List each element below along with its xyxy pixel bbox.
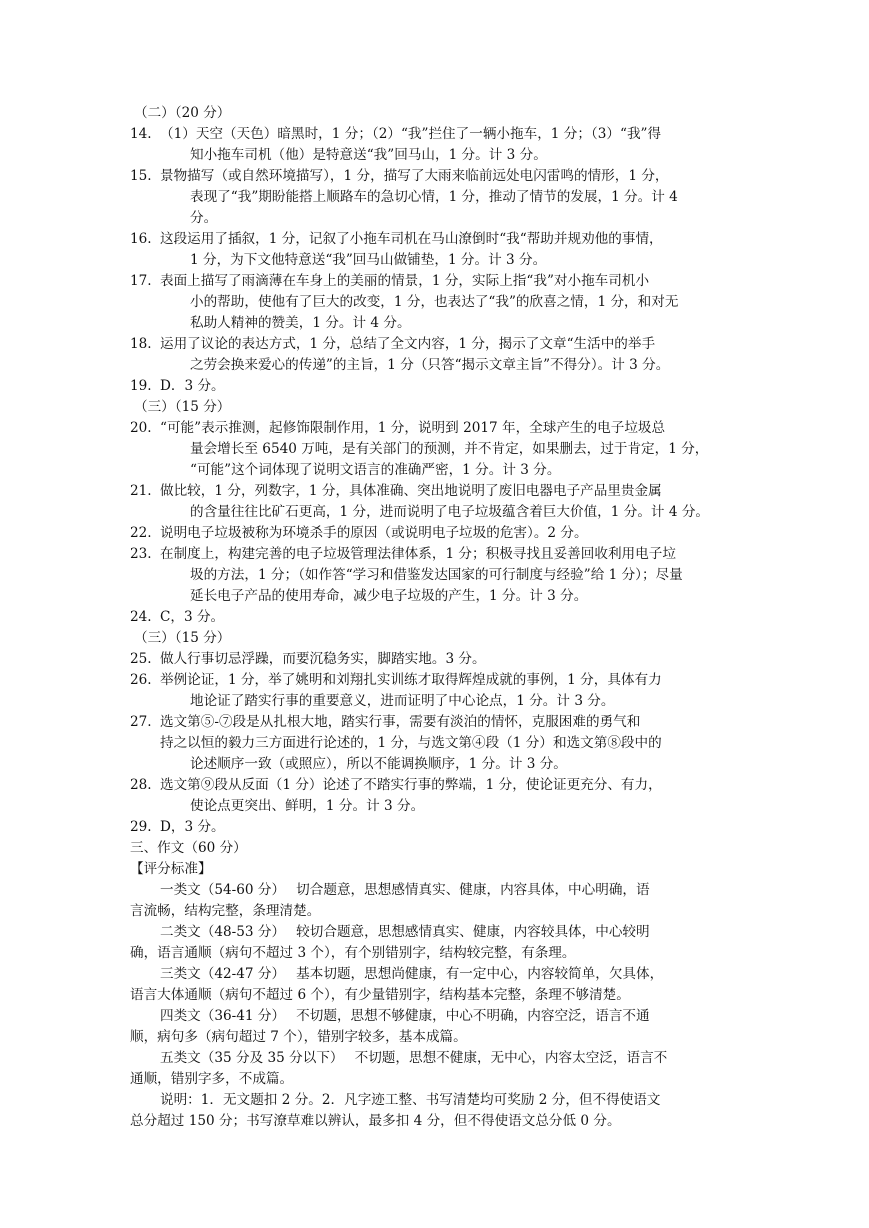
item-number: 24. — [130, 609, 152, 625]
item-text-line: 景物描写（或自然环境描写），1 分，描写了大雨来临前远处电闪雷鸣的情形，1 分， — [160, 168, 669, 184]
answer-item-19 — [130, 376, 730, 397]
grade-band-3 — [130, 964, 730, 1006]
item-number: 20. — [130, 420, 152, 436]
grade-band-line: 通顺，错别字多，不成篇。 — [130, 1071, 294, 1087]
item-text-line: 做人行事切忌浮躁，而要沉稳务实，脚踏实地。3 分。 — [160, 651, 486, 667]
answer-item-23 — [130, 544, 730, 607]
answer-item-16 — [130, 229, 730, 271]
answer-item-17 — [130, 271, 730, 334]
answer-item-29 — [130, 817, 730, 838]
answer-item-22 — [130, 523, 730, 544]
item-text-line: 持之以恒的毅力三方面进行论述的，1 分，与选文第④段（1 分）和选文第⑧段中的 — [160, 735, 662, 751]
answer-item-25 — [130, 649, 730, 670]
grade-band-line: 五类文（35 分及 35 分以下） 不切题，思想不健康，无中心，内容太空泛，语言不 — [160, 1050, 668, 1066]
item-text-line: 小的帮助，使他有了巨大的改变，1 分，也表达了“我”的欣喜之情，1 分，和对无 — [190, 294, 679, 310]
item-text-line: C，3 分。 — [160, 609, 225, 625]
criteria-heading: 【评分标准】 — [130, 861, 212, 877]
answer-item-28 — [130, 775, 730, 817]
item-number: 16. — [130, 231, 152, 247]
item-text-line: 这段运用了插叙，1 分，记叙了小拖车司机在马山潦倒时“我“帮助并规劝他的事情， — [160, 231, 663, 247]
item-text-line: 的含量往往比矿石更高，1 分，进而说明了电子垃圾蕴含着巨大价值，1 分。计 4 分。 — [190, 504, 710, 520]
item-text-line: （1）天空（天色）暗黑时，1 分；（2）“我”拦住了一辆小拖车，1 分；（3）“我”得 — [160, 126, 662, 142]
item-number: 25. — [130, 651, 152, 667]
item-text-line: 选文第⑨段从反面（1 分）论述了不踏实行事的弊端，1 分，使论证更充分、有力， — [160, 777, 662, 793]
item-text-line: 之劳会换来爱心的传递”的主旨，1 分（只答“揭示文章主旨”不得分）。计 3 分。 — [190, 357, 670, 373]
grade-band-line: 顺，病句多（病句超过 7 个），错别字较多，基本成篇。 — [130, 1029, 467, 1045]
grade-band-line: 二类文（48-53 分） 较切合题意，思想感情真实、健康，内容较具体，中心较明 — [160, 924, 650, 940]
answer-item-27 — [130, 712, 730, 775]
section-heading-3a: （三）（15 分） — [134, 399, 231, 415]
note-line: 总分超过 150 分；书写潦草难以辨认，最多扣 4 分，但不得使语文总分低 0 分。 — [130, 1113, 621, 1129]
grade-band-line: 言流畅，结构完整，条理清楚。 — [130, 903, 321, 919]
item-text-line: 选文第⑤-⑦段是从扎根大地，踏实行事，需要有淡泊的情怀，克服困难的勇气和 — [160, 714, 641, 730]
item-text-line: 说明电子垃圾被称为环境杀手的原因（或说明电子垃圾的危害）。2 分。 — [160, 525, 588, 541]
item-text-line: 在制度上，构建完善的电子垃圾管理法律体系，1 分；积极寻找且妥善回收利用电子垃 — [160, 546, 676, 562]
item-number: 26. — [130, 672, 152, 688]
item-text-line: 地论证了踏实行事的重要意义，进而证明了中心论点，1 分。计 3 分。 — [190, 693, 615, 709]
answer-item-24 — [130, 607, 730, 628]
grade-band-4 — [130, 1006, 730, 1048]
grading-note — [130, 1090, 730, 1132]
item-number: 21. — [130, 483, 152, 499]
answer-item-15 — [130, 166, 730, 229]
grade-band-line: 三类文（42-47 分） 基本切题，思想尚健康，有一定中心，内容较简单，欠具体， — [160, 966, 664, 982]
grade-band-line: 四类文（36-41 分） 不切题，思想不够健康，中心不明确，内容空泛，语言不通 — [160, 1008, 650, 1024]
item-number: 27. — [130, 714, 152, 730]
item-text-line: 表现了“我”期盼能搭上顺路车的急切心情，1 分，推动了情节的发展，1 分。计 4 — [190, 189, 678, 205]
section-heading-3b: （三）（15 分） — [134, 630, 231, 646]
item-text-line: 1 分，为下文他特意送“我”回马山做铺垫，1 分。计 3 分。 — [190, 252, 547, 268]
item-text-line: D．3 分。 — [160, 378, 225, 394]
note-line: 说明：1．无文题扣 2 分。2．凡字迹工整、书写清楚均可奖励 2 分，但不得使语文 — [160, 1092, 661, 1108]
item-text-line: 论述顺序一致（或照应），所以不能调换顺序，1 分。计 3 分。 — [190, 756, 567, 772]
item-text-line: D，3 分。 — [160, 819, 225, 835]
answer-item-14 — [130, 124, 730, 166]
grade-band-2 — [130, 922, 730, 964]
grade-band-line: 语言大体通顺（病句不超过 6 个），有少量错别字，结构基本完整，条理不够清楚。 — [130, 987, 630, 1003]
item-text-line: 圾的方法，1 分；（如作答“学习和借鉴发达国家的可行制度与经验”给 1 分）；尽量 — [190, 567, 683, 583]
answer-item-20 — [130, 418, 730, 481]
answer-item-21 — [130, 481, 730, 523]
answer-item-26 — [130, 670, 730, 712]
item-text-line: 运用了议论的表达方式，1 分，总结了全文内容，1 分，揭示了文章“生活中的举手 — [160, 336, 656, 352]
item-number: 17. — [130, 273, 152, 289]
answer-item-18 — [130, 334, 730, 376]
grade-band-5 — [130, 1048, 730, 1090]
item-text-line: 私助人精神的赞美，1 分。计 4 分。 — [190, 315, 411, 331]
item-text-line: 表面上描写了雨滴薄在车身上的美丽的情景，1 分，实际上指“我”对小拖车司机小 — [160, 273, 650, 289]
item-number: 19. — [130, 378, 152, 394]
item-text-line: 使论点更突出、鲜明，1 分。计 3 分。 — [190, 798, 425, 814]
grade-band-line: 确，语言通顺（病句不超过 3 个），有个别错别字，结构较完整，有条理。 — [130, 945, 576, 961]
grade-band-line: 一类文（54-60 分） 切合题意，思想感情真实、健康，内容具体，中心明确，语 — [160, 882, 650, 898]
item-text-line: 分。 — [190, 210, 218, 226]
item-number: 22. — [130, 525, 152, 541]
item-text-line: “可能”表示推测，起修饰限制作用，1 分，说明到 2017 年，全球产生的电子垃圾总 — [160, 420, 666, 436]
item-text-line: “可能”这个词体现了说明文语言的准确严密，1 分。计 3 分。 — [190, 462, 561, 478]
item-number: 29. — [130, 819, 152, 835]
grade-band-1 — [130, 880, 730, 922]
item-text-line: 量会增长至 6540 万吨，是有关部门的预测，并不肯定，如果删去，过于肯定，1 分， — [190, 441, 709, 457]
item-text-line: 知小拖车司机（他）是特意送“我”回马山，1 分。计 3 分。 — [190, 147, 547, 163]
answer-key-content — [130, 103, 730, 1132]
item-number: 15. — [130, 168, 152, 184]
item-number: 14. — [130, 126, 152, 142]
section-heading-composition: 三、作文（60 分） — [130, 840, 247, 856]
item-text-line: 延长电子产品的使用寿命，减少电子垃圾的产生，1 分。计 3 分。 — [190, 588, 588, 604]
item-text-line: 做比较，1 分，列数字，1 分，具体准确、突出地说明了废旧电器电子产品里贵金属 — [160, 483, 662, 499]
item-number: 18. — [130, 336, 152, 352]
item-number: 28. — [130, 777, 152, 793]
item-number: 23. — [130, 546, 152, 562]
item-text-line: 举例论证，1 分，举了姚明和刘翔扎实训练才取得辉煌成就的事例，1 分，具体有力 — [160, 672, 662, 688]
section-heading-2: （二）（20 分） — [134, 105, 231, 121]
